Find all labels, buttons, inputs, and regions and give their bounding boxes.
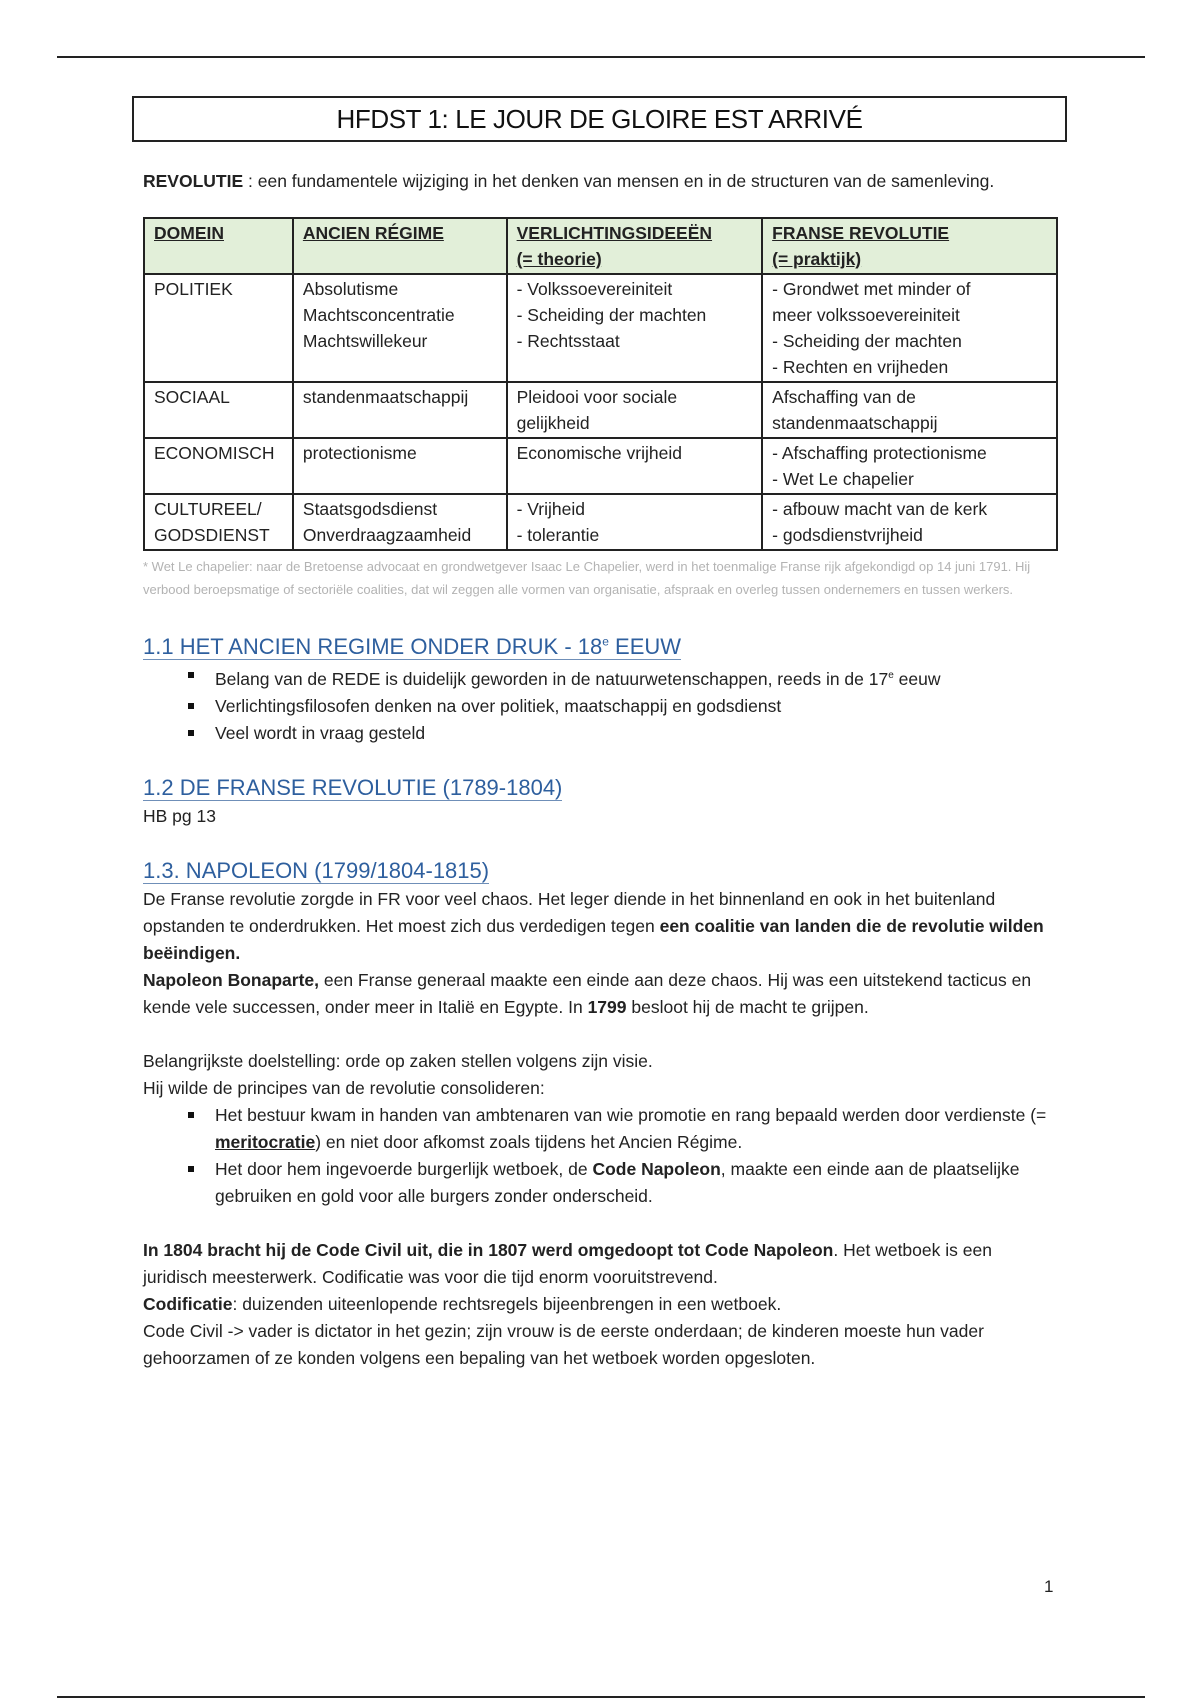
revolution-definition bbox=[143, 168, 1058, 195]
cell-verlichting: - Volkssoevereiniteit - Scheiding der machten - Rechtsstaat bbox=[507, 274, 763, 382]
comparison-table bbox=[143, 217, 1058, 551]
list-item: Het bestuur kwam in handen van ambtenaren van wie promotie en rang bepaald werden door verdienste (= meritocratie) en niet door afkomst zoals tijdens het Ancien Régime. bbox=[188, 1102, 1058, 1156]
definition-term: REVOLUTIE bbox=[143, 171, 244, 191]
cell-domain: POLITIEK bbox=[144, 274, 293, 382]
header-franse-revolutie: FRANSE REVOLUTIE (= praktijk) bbox=[762, 218, 1057, 274]
cell-ancien: Absolutisme Machtsconcentratie Machtswillekeur bbox=[293, 274, 507, 382]
cell-ancien: protectionisme bbox=[293, 438, 507, 494]
cell-revolutie: - Grondwet met minder of meer volkssoevereiniteit - Scheiding der machten - Rechten en vrijheden bbox=[762, 274, 1057, 382]
list-item: Belang van de REDE is duidelijk geworden in de natuurwetenschappen, reeds in de 17e eeuw bbox=[188, 662, 1058, 693]
section-heading-1-3: 1.3. NAPOLEON (1799/1804-1815) bbox=[143, 858, 490, 884]
cell-domain: SOCIAAL bbox=[144, 382, 293, 438]
napoleon-paragraph-3: Belangrijkste doelstelling: orde op zaken stellen volgens zijn visie. bbox=[143, 1051, 653, 1072]
cell-domain: ECONOMISCH bbox=[144, 438, 293, 494]
top-rule bbox=[57, 56, 1145, 58]
chapter-title: HFDST 1: LE JOUR DE GLOIRE EST ARRIVÉ bbox=[132, 96, 1067, 142]
cell-ancien: Staatsgodsdienst Onverdraagzaamheid bbox=[293, 494, 507, 550]
cell-verlichting: - Vrijheid - tolerantie bbox=[507, 494, 763, 550]
section-1-1-bullets bbox=[143, 662, 1058, 747]
cell-revolutie: - afbouw macht van de kerk - godsdienstvrijheid bbox=[762, 494, 1057, 550]
table-footnote: * Wet Le chapelier: naar de Bretoense advocaat en grondwetgever Isaac Le Chapelier, werd in het toenmalige Franse rijk afgekondigd op 14 juni 1791. Hij verbood beroepsmatige of sectoriële coalities, dat wil zeggen alle vormen van organisatie, afspraak en overleg tussen ondernemers en tussen werkers. bbox=[143, 559, 1031, 597]
napoleon-paragraph-7: Code Civil -> vader is dictator in het gezin; zijn vrouw is de eerste onderdaan; de kinderen moeste hun vader gehoorzamen of ze konden volgens een bepaling van het wetboek worden opgesloten. bbox=[143, 1321, 984, 1369]
definition-text: : een fundamentele wijziging in het denken van mensen en in de structuren van de samenleving. bbox=[243, 171, 995, 191]
cell-verlichting: Pleidooi voor sociale gelijkheid bbox=[507, 382, 763, 438]
cell-ancien: standenmaatschappij bbox=[293, 382, 507, 438]
table-row bbox=[144, 274, 1057, 382]
cell-domain: CULTUREEL/ GODSDIENST bbox=[144, 494, 293, 550]
napoleon-paragraph-6: Codificatie: duizenden uiteenlopende rechtsregels bijeenbrengen in een wetboek. bbox=[143, 1294, 782, 1315]
cell-verlichting: Economische vrijheid bbox=[507, 438, 763, 494]
napoleon-paragraph-4: Hij wilde de principes van de revolutie consolideren: bbox=[143, 1078, 545, 1099]
table-row bbox=[144, 494, 1057, 550]
list-item: Veel wordt in vraag gesteld bbox=[188, 720, 1058, 747]
section-heading-1-1: 1.1 HET ANCIEN REGIME ONDER DRUK - 18e EEUW bbox=[143, 634, 682, 660]
section-heading-1-2: 1.2 DE FRANSE REVOLUTIE (1789-1804) bbox=[143, 775, 563, 801]
napoleon-paragraph-2: Napoleon Bonaparte, een Franse generaal maakte een einde aan deze chaos. Hij was een uitstekend tacticus en kende vele successen, onder meer in Italië en Egypte. In 1799 besloot hij de macht te grijpen. bbox=[143, 970, 1032, 1018]
table-row bbox=[144, 382, 1057, 438]
cell-revolutie: - Afschaffing protectionisme - Wet Le chapelier bbox=[762, 438, 1057, 494]
napoleon-paragraph-1: De Franse revolutie zorgde in FR voor veel chaos. Het leger diende in het binnenland en ook in het buitenland opstanden te onderdrukken. Het moest zich dus verdedigen tegen een coalitie van landen die de revolutie wilden beëindigen. bbox=[143, 889, 1044, 964]
header-domein: DOMEIN bbox=[144, 218, 293, 274]
page-content bbox=[143, 96, 1058, 1372]
table-row bbox=[144, 438, 1057, 494]
cell-revolutie: Afschaffing van de standenmaatschappij bbox=[762, 382, 1057, 438]
list-item: Het door hem ingevoerde burgerlijk wetboek, de Code Napoleon, maakte een einde aan de plaatselijke gebruiken en gold voor alle burgers zonder onderscheid. bbox=[188, 1156, 1058, 1210]
napoleon-bullets bbox=[143, 1102, 1058, 1210]
list-item: Verlichtingsfilosofen denken na over politiek, maatschappij en godsdienst bbox=[188, 693, 1058, 720]
header-verlichting: VERLICHTINGSIDEEËN (= theorie) bbox=[507, 218, 763, 274]
section-1-2-text: HB pg 13 bbox=[143, 806, 216, 827]
page-number: 1 bbox=[1044, 1577, 1054, 1596]
napoleon-paragraph-5: In 1804 bracht hij de Code Civil uit, die in 1807 werd omgedoopt tot Code Napoleon. Het wetboek is een juridisch meesterwerk. Codificatie was voor die tijd enorm vooruitstrevend. bbox=[143, 1240, 992, 1288]
table-header-row bbox=[144, 218, 1057, 274]
header-ancien-regime: ANCIEN RÉGIME bbox=[293, 218, 507, 274]
bottom-rule bbox=[57, 1696, 1145, 1698]
